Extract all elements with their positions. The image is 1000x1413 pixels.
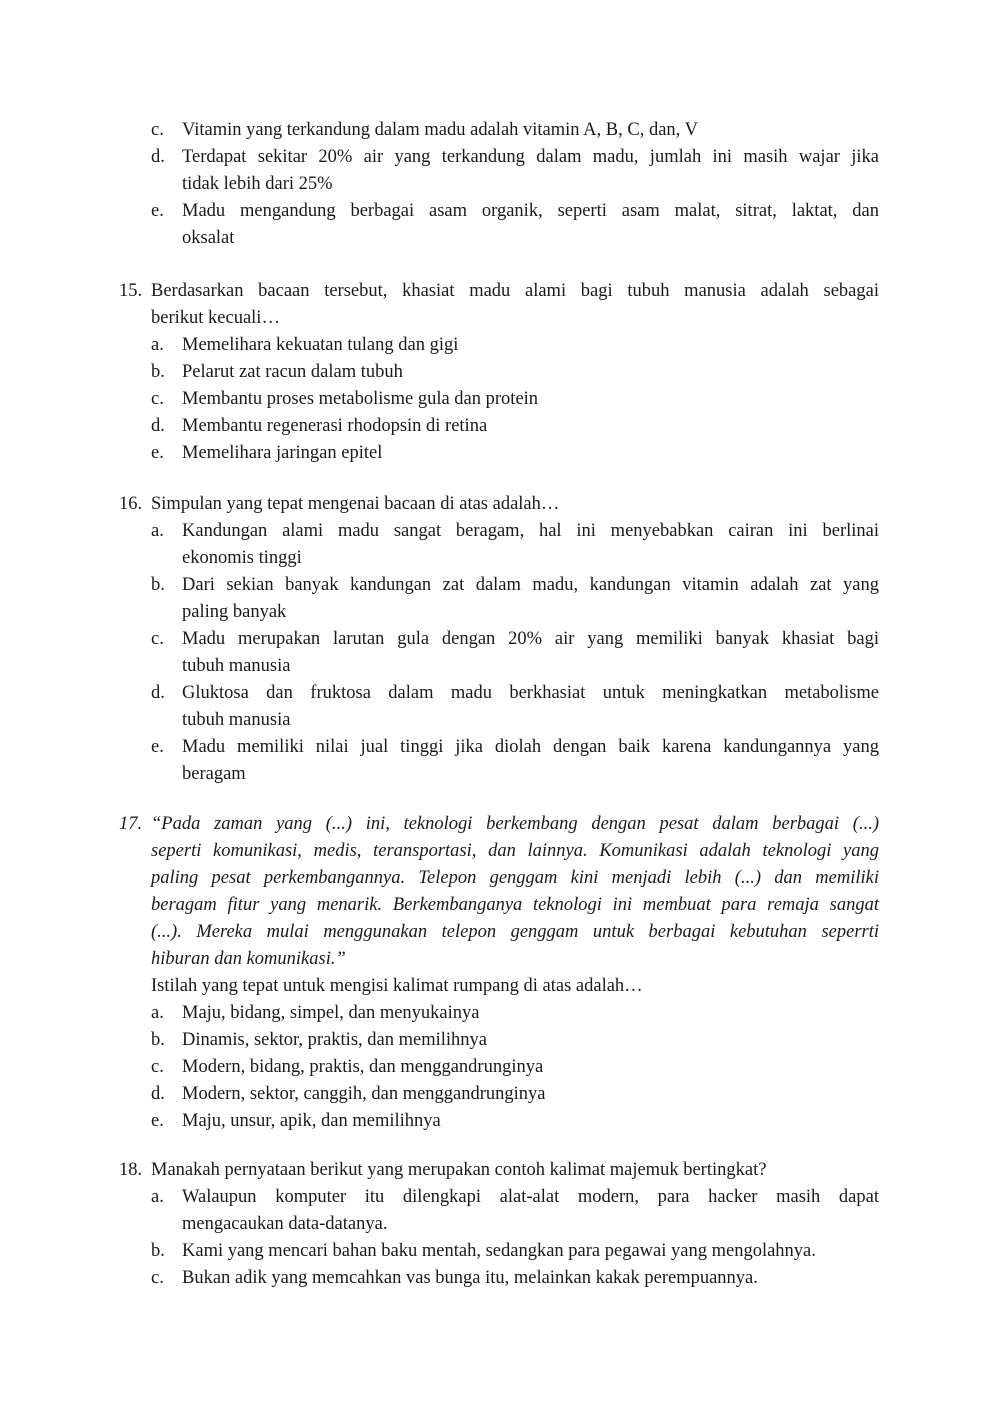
option-label: d. (151, 147, 165, 167)
question-16 (0, 491, 1000, 788)
option-text: Dari sekian banyak kandungan zat dalam madu, kandungan vitamin adalah zat yang (182, 575, 879, 595)
stem-text: Berdasarkan bacaan tersebut, khasiat madu alami bagi tubuh manusia adalah sebagai (151, 281, 879, 301)
option-18b (0, 1238, 1000, 1265)
option-text: Madu mengandung berbagai asam organik, seperti asam malat, sitrat, laktat, dan (182, 201, 879, 221)
option-18c (0, 1265, 1000, 1292)
question-quote-cont (0, 838, 1000, 865)
option-label: c. (151, 1057, 164, 1077)
option-text: Memelihara kekuatan tulang dan gigi (182, 335, 459, 355)
option-label: a. (151, 521, 164, 541)
question-quote-cont (0, 892, 1000, 919)
option-label: b. (151, 362, 165, 382)
option-label: a. (151, 335, 164, 355)
option-14c (0, 117, 1000, 144)
stem-text: berikut kecuali… (151, 308, 280, 328)
option-17b (0, 1027, 1000, 1054)
option-17c (0, 1054, 1000, 1081)
stem-text: Simpulan yang tepat mengenai bacaan di atas adalah… (151, 494, 560, 514)
option-text: paling banyak (182, 602, 287, 622)
option-label: b. (151, 1241, 165, 1261)
question-stem (0, 1157, 1000, 1184)
option-text: Walaupun komputer itu dilengkapi alat-alat modern, para hacker masih dapat (182, 1187, 879, 1207)
option-label: c. (151, 120, 164, 140)
option-16d (0, 680, 1000, 707)
question-stem (0, 491, 1000, 518)
question-17 (0, 811, 1000, 1135)
option-16a-cont (0, 545, 1000, 572)
option-text: Kami yang mencari bahan baku mentah, sedangkan para pegawai yang mengolahnya. (182, 1241, 816, 1261)
option-text: Modern, sektor, canggih, dan menggandrunginya (182, 1084, 546, 1104)
instruction-text: Istilah yang tepat untuk mengisi kalimat rumpang di atas adalah… (151, 976, 643, 996)
question-quote-cont (0, 865, 1000, 892)
question-15 (0, 278, 1000, 467)
option-text: tubuh manusia (182, 710, 291, 730)
option-text: Gluktosa dan fruktosa dalam madu berkhasiat untuk meningkatkan metabolisme (182, 683, 879, 703)
question-instruction (0, 973, 1000, 1000)
option-text: Memelihara jaringan epitel (182, 443, 383, 463)
option-text: Madu memiliki nilai jual tinggi jika diolah dengan baik karena kandungannya yang (182, 737, 879, 757)
option-14d (0, 144, 1000, 171)
option-text: Maju, unsur, apik, dan memilihnya (182, 1111, 441, 1131)
option-14d-cont (0, 171, 1000, 198)
question-14-tail (0, 117, 1000, 252)
option-18a-cont (0, 1211, 1000, 1238)
option-text: Vitamin yang terkandung dalam madu adalah vitamin A, B, C, dan, V (182, 120, 698, 140)
option-label: c. (151, 1268, 164, 1288)
question-stem-cont (0, 305, 1000, 332)
option-label: d. (151, 1084, 165, 1104)
quote-text: hiburan dan komunikasi.” (151, 949, 346, 969)
question-number: 17. (119, 814, 143, 834)
option-text: mengacaukan data-datanya. (182, 1214, 388, 1234)
option-16c (0, 626, 1000, 653)
quote-text: “Pada zaman yang (...) ini, teknologi berkembang dengan pesat dalam berbagai (...) (151, 814, 879, 834)
option-15b (0, 359, 1000, 386)
option-17d (0, 1081, 1000, 1108)
option-label: d. (151, 416, 165, 436)
quote-text: (...). Mereka mulai menggunakan telepon genggam untuk berbagai kebutuhan seperrti (151, 922, 879, 942)
option-text: Membantu regenerasi rhodopsin di retina (182, 416, 488, 436)
option-label: a. (151, 1003, 164, 1023)
option-text: Dinamis, sektor, praktis, dan memilihnya (182, 1030, 487, 1050)
option-text: tidak lebih dari 25% (182, 174, 333, 194)
option-label: b. (151, 575, 165, 595)
quote-text: seperti komunikasi, medis, teransportasi, dan lainnya. Komunikasi adalah teknologi yang (151, 841, 879, 861)
option-16d-cont (0, 707, 1000, 734)
stem-text: Manakah pernyataan berikut yang merupakan contoh kalimat majemuk bertingkat? (151, 1160, 767, 1180)
option-text: Maju, bidang, simpel, dan menyukainya (182, 1003, 480, 1023)
option-17a (0, 1000, 1000, 1027)
option-16b-cont (0, 599, 1000, 626)
option-15a (0, 332, 1000, 359)
option-text: Pelarut zat racun dalam tubuh (182, 362, 403, 382)
quote-text: paling pesat perkembangannya. Telepon genggam kini menjadi lebih (...) dan memiliki (151, 868, 879, 888)
quote-text: beragam fitur yang menarik. Berkembanganya teknologi ini membuat para remaja sangat (151, 895, 879, 915)
option-17e (0, 1108, 1000, 1135)
option-label: b. (151, 1030, 165, 1050)
option-label: e. (151, 443, 164, 463)
question-quote (0, 811, 1000, 838)
option-14e-cont (0, 225, 1000, 252)
option-text: tubuh manusia (182, 656, 291, 676)
question-stem (0, 278, 1000, 305)
question-quote-cont (0, 946, 1000, 973)
question-quote-cont (0, 919, 1000, 946)
option-text: Bukan adik yang memcahkan vas bunga itu, melainkan kakak perempuannya. (182, 1268, 758, 1288)
option-text: beragam (182, 764, 246, 784)
option-18a (0, 1184, 1000, 1211)
option-15c (0, 386, 1000, 413)
option-14e (0, 198, 1000, 225)
option-15d (0, 413, 1000, 440)
option-label: e. (151, 201, 164, 221)
option-16b (0, 572, 1000, 599)
option-label: a. (151, 1187, 164, 1207)
option-text: ekonomis tinggi (182, 548, 302, 568)
option-label: d. (151, 683, 165, 703)
option-text: Kandungan alami madu sangat beragam, hal ini menyebabkan cairan ini berlinai (182, 521, 879, 541)
option-16a (0, 518, 1000, 545)
option-16e-cont (0, 761, 1000, 788)
option-text: Membantu proses metabolisme gula dan protein (182, 389, 539, 409)
option-label: e. (151, 737, 164, 757)
question-number: 18. (119, 1160, 143, 1180)
question-number: 15. (119, 281, 143, 301)
option-text: oksalat (182, 228, 235, 248)
option-label: e. (151, 1111, 164, 1131)
option-16e (0, 734, 1000, 761)
option-text: Madu merupakan larutan gula dengan 20% air yang memiliki banyak khasiat bagi (182, 629, 879, 649)
question-18 (0, 1157, 1000, 1292)
option-label: c. (151, 629, 164, 649)
option-15e (0, 440, 1000, 467)
option-text: Terdapat sekitar 20% air yang terkandung dalam madu, jumlah ini masih wajar jika (182, 147, 879, 167)
option-label: c. (151, 389, 164, 409)
option-16c-cont (0, 653, 1000, 680)
option-text: Modern, bidang, praktis, dan menggandrunginya (182, 1057, 544, 1077)
question-number: 16. (119, 494, 143, 514)
